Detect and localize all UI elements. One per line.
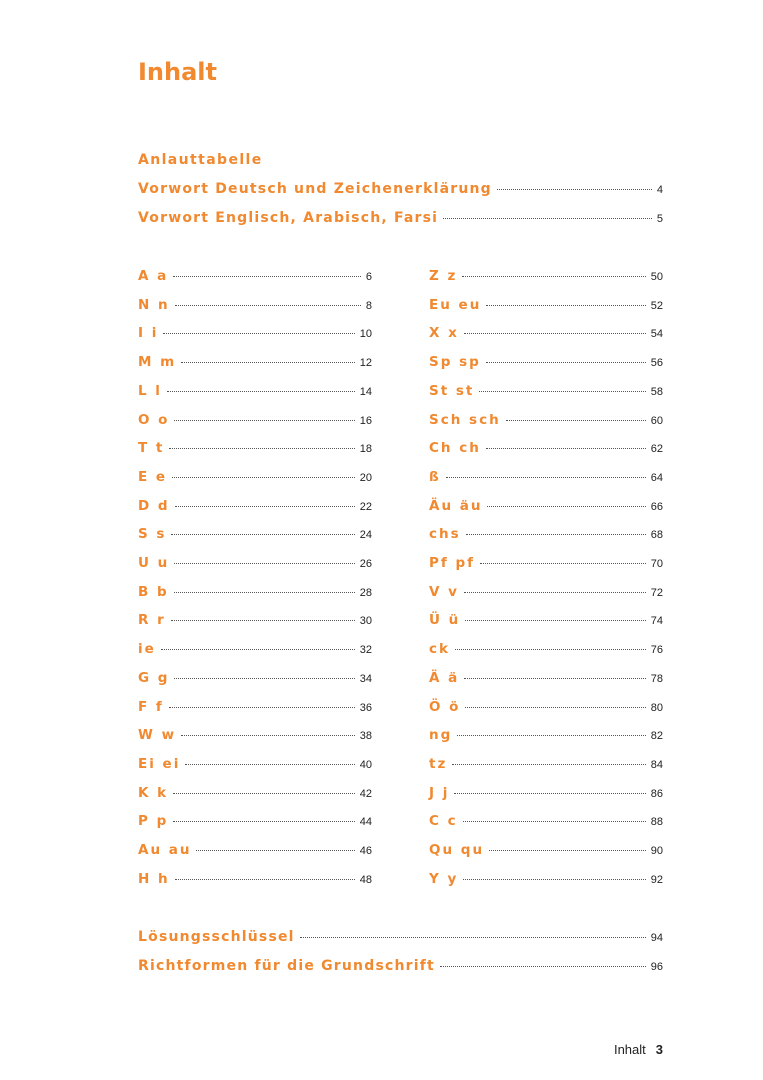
toc-letter-entry[interactable] xyxy=(138,526,372,542)
toc-letter-entry[interactable] xyxy=(429,641,663,657)
toc-entry-page: 78 xyxy=(650,672,663,685)
dot-leader xyxy=(163,333,354,334)
toc-entry-page: 96 xyxy=(650,961,663,973)
toc-entry-label: M m xyxy=(138,354,177,371)
toc-entry-label: Eu eu xyxy=(429,296,482,313)
dot-leader xyxy=(440,966,646,967)
toc-entry-label: Ei ei xyxy=(138,755,181,772)
toc-entry-label: Ö ö xyxy=(429,698,461,715)
toc-entry-label: E e xyxy=(138,468,168,485)
toc-entry-label: Au au xyxy=(138,842,192,858)
toc-entry-label: Qu qu xyxy=(429,842,485,858)
toc-letter-entry[interactable] xyxy=(138,727,372,743)
toc-entry-page: 70 xyxy=(650,558,663,570)
dot-leader xyxy=(167,391,355,392)
dot-leader xyxy=(300,937,646,938)
toc-letter-entry[interactable] xyxy=(138,325,372,341)
toc-entry-page: 26 xyxy=(359,558,372,570)
toc-entry-page: 34 xyxy=(359,672,372,685)
dot-leader xyxy=(161,649,355,650)
page-title: Inhalt xyxy=(138,58,217,86)
toc-entry-label: S s xyxy=(138,526,167,543)
toc-entry-label: chs xyxy=(429,526,461,543)
toc-entry-label: G g xyxy=(138,669,170,686)
dot-leader xyxy=(174,678,354,679)
toc-letter-entry[interactable] xyxy=(138,871,372,887)
dot-leader xyxy=(479,391,645,392)
page-number: 3 xyxy=(655,1042,663,1057)
toc-entry-label: R r xyxy=(138,612,166,629)
toc-letter-entry[interactable] xyxy=(429,325,663,341)
toc-entry-label: O o xyxy=(138,411,170,428)
toc-letter-entry[interactable] xyxy=(138,670,372,686)
toc-letter-entry[interactable] xyxy=(138,354,372,370)
toc-entry-label: W w xyxy=(138,727,177,744)
toc-entry-page: 6 xyxy=(365,271,372,283)
toc-entry-page: 22 xyxy=(359,500,372,513)
toc-letter-entry[interactable] xyxy=(138,584,372,600)
dot-leader xyxy=(175,879,355,880)
dot-leader xyxy=(463,821,646,822)
toc-entry-page: 46 xyxy=(359,845,372,857)
dot-leader xyxy=(486,305,645,306)
dot-leader xyxy=(174,592,355,593)
toc-entry-page: 60 xyxy=(650,414,663,427)
toc-letter-entry[interactable] xyxy=(429,842,663,858)
dot-leader xyxy=(171,620,355,621)
dot-leader xyxy=(464,592,646,593)
toc-letter-entry[interactable] xyxy=(138,498,372,514)
toc-entry-label: X x xyxy=(429,325,459,342)
dot-leader xyxy=(169,707,355,708)
toc-letter-entry[interactable] xyxy=(138,785,372,801)
toc-entry-richtformen[interactable] xyxy=(138,958,663,974)
toc-entry-label: A a xyxy=(138,268,169,284)
toc-entry-page: 16 xyxy=(359,414,372,427)
toc-entry-page: 42 xyxy=(359,787,372,800)
toc-letter-entry[interactable] xyxy=(429,785,663,801)
toc-entry-page: 5 xyxy=(656,213,663,225)
toc-entry-label: Z z xyxy=(429,268,458,284)
toc-letter-entry[interactable] xyxy=(138,469,372,485)
toc-entry-label: ie xyxy=(138,641,156,658)
toc-letter-entry[interactable] xyxy=(429,383,663,399)
toc-entry-label: T t xyxy=(138,440,165,457)
toc-entry-page: 66 xyxy=(650,500,663,513)
dot-leader xyxy=(489,850,646,851)
toc-entry-page: 24 xyxy=(359,529,372,542)
toc-entry-label: ng xyxy=(429,727,453,744)
toc-letter-entry[interactable] xyxy=(429,871,663,887)
toc-entry-label: St st xyxy=(429,382,475,399)
toc-entry-label: Vorwort Deutsch und Zeichenerklärung xyxy=(138,181,492,197)
toc-entry-label: Lösungsschlüssel xyxy=(138,929,295,945)
toc-letter-entry[interactable] xyxy=(429,555,663,571)
toc-entry-page: 8 xyxy=(365,299,372,312)
toc-entry-vorwort-deutsch[interactable] xyxy=(138,181,663,197)
toc-entry-page: 10 xyxy=(359,328,372,341)
toc-entry-page: 86 xyxy=(650,787,663,800)
dot-leader xyxy=(196,850,354,851)
toc-entry-label: Pf pf xyxy=(429,555,476,571)
toc-entry-page: 84 xyxy=(650,758,663,771)
toc-entry-label: I i xyxy=(138,325,159,342)
toc-entry-page: 20 xyxy=(359,471,372,484)
toc-entry-label: Ä ä xyxy=(429,669,460,686)
toc-entry-label: Ch ch xyxy=(429,440,481,457)
toc-letter-entry[interactable] xyxy=(138,842,372,858)
toc-letter-entry[interactable] xyxy=(138,297,372,313)
toc-letter-entry[interactable] xyxy=(138,268,372,284)
toc-letter-entry[interactable] xyxy=(138,383,372,399)
toc-letter-entry[interactable] xyxy=(429,699,663,715)
dot-leader xyxy=(480,563,646,564)
toc-entry-page: 56 xyxy=(650,357,663,370)
toc-entry-page: 18 xyxy=(359,443,372,456)
toc-entry-label: Sp sp xyxy=(429,354,481,371)
toc-letter-entry[interactable] xyxy=(429,526,663,542)
dot-leader xyxy=(446,477,646,478)
toc-entry-label: V v xyxy=(429,583,459,600)
toc-entry-page: 90 xyxy=(650,845,663,857)
dot-leader xyxy=(175,506,355,507)
dot-leader xyxy=(175,305,361,306)
dot-leader xyxy=(174,420,354,421)
dot-leader xyxy=(497,189,652,190)
toc-letter-entry[interactable] xyxy=(429,813,663,829)
toc-letter-entry[interactable] xyxy=(138,756,372,772)
dot-leader xyxy=(173,793,355,794)
toc-entry-page: 54 xyxy=(650,328,663,341)
toc-entry-page: 74 xyxy=(650,615,663,628)
footer-label: Inhalt xyxy=(613,1042,646,1057)
toc-letter-entry[interactable] xyxy=(429,584,663,600)
toc-entry-page: 50 xyxy=(650,271,663,283)
toc-letter-entry[interactable] xyxy=(429,440,663,456)
toc-entry-label: Vorwort Englisch, Arabisch, Farsi xyxy=(138,210,439,226)
toc-entry-page: 36 xyxy=(359,701,372,714)
toc-entry-page: 88 xyxy=(650,816,663,829)
toc-entry-label: C c xyxy=(429,813,458,830)
toc-entry-page: 32 xyxy=(359,644,372,657)
toc-letter-entry[interactable] xyxy=(429,612,663,628)
dot-leader xyxy=(171,534,354,535)
dot-leader xyxy=(463,879,645,880)
dot-leader xyxy=(455,649,646,650)
toc-entry-label: Sch sch xyxy=(429,411,501,428)
toc-entry-label: Y y xyxy=(429,870,459,887)
toc-letter-entry[interactable] xyxy=(429,498,663,514)
toc-letter-entry[interactable] xyxy=(138,699,372,715)
toc-letter-entry[interactable] xyxy=(429,469,663,485)
toc-letter-entry[interactable] xyxy=(138,412,372,428)
toc-entry-label: Ü ü xyxy=(429,612,461,629)
toc-entry-page: 38 xyxy=(359,730,372,743)
toc-entry-vorwort-englisch[interactable] xyxy=(138,210,663,226)
dot-leader xyxy=(172,477,355,478)
toc-entry-label: Richtformen für die Grundschrift xyxy=(138,958,435,974)
dot-leader xyxy=(173,276,361,277)
toc-entry-page: 14 xyxy=(359,385,372,398)
toc-entry-label: P p xyxy=(138,813,169,830)
dot-leader xyxy=(169,448,354,449)
dot-leader xyxy=(465,707,645,708)
toc-entry-page: 40 xyxy=(359,758,372,771)
toc-entry-page: 28 xyxy=(359,586,372,599)
dot-leader xyxy=(465,620,645,621)
toc-letter-entry[interactable] xyxy=(429,727,663,743)
toc-letter-entry[interactable] xyxy=(429,412,663,428)
toc-entry-page: 76 xyxy=(650,644,663,657)
dot-leader xyxy=(486,362,646,363)
toc-entry-page: 92 xyxy=(650,873,663,886)
toc-letter-entry[interactable] xyxy=(429,756,663,772)
toc-entry-label: L l xyxy=(138,382,162,399)
toc-entry-label: ck xyxy=(429,641,450,658)
toc-entry-page: 80 xyxy=(650,701,663,714)
toc-letter-entry[interactable] xyxy=(429,297,663,313)
toc-entry-page: 4 xyxy=(656,184,663,196)
toc-entry-page: 58 xyxy=(650,385,663,398)
toc-entry-label: Äu äu xyxy=(429,497,483,514)
toc-entry-label: D d xyxy=(138,497,170,514)
dot-leader xyxy=(462,276,645,277)
toc-entry-page: 94 xyxy=(650,932,663,944)
toc-entry-label: H h xyxy=(138,870,170,887)
dot-leader xyxy=(506,420,646,421)
toc-entry-loesungsschluessel[interactable] xyxy=(138,929,663,945)
toc-entry-label: F f xyxy=(138,698,164,715)
toc-letter-entry[interactable] xyxy=(429,354,663,370)
toc-letter-entry[interactable] xyxy=(138,440,372,456)
toc-entry-page: 64 xyxy=(650,471,663,484)
toc-entry-page: 48 xyxy=(359,873,372,886)
toc-entry-label: U u xyxy=(138,555,170,571)
toc-entry-label: B b xyxy=(138,583,169,600)
dot-leader xyxy=(487,506,645,507)
toc-heading-anlauttabelle[interactable]: Anlauttabelle xyxy=(138,152,263,168)
dot-leader xyxy=(457,735,645,736)
dot-leader xyxy=(185,764,354,765)
page-footer xyxy=(614,1042,663,1057)
toc-entry-label: tz xyxy=(429,755,448,772)
toc-letter-entry[interactable] xyxy=(138,813,372,829)
dot-leader xyxy=(454,793,645,794)
dot-leader xyxy=(464,678,645,679)
dot-leader xyxy=(443,218,652,219)
dot-leader xyxy=(181,362,355,363)
toc-entry-label: N n xyxy=(138,296,170,313)
toc-entry-page: 62 xyxy=(650,443,663,456)
dot-leader xyxy=(464,333,646,334)
toc-entry-page: 82 xyxy=(650,730,663,743)
dot-leader xyxy=(466,534,646,535)
dot-leader xyxy=(486,448,646,449)
toc-letter-entry[interactable] xyxy=(429,670,663,686)
toc-letter-entry[interactable] xyxy=(138,555,372,571)
dot-leader xyxy=(181,735,355,736)
toc-letter-entry[interactable] xyxy=(429,268,663,284)
toc-entry-page: 52 xyxy=(650,299,663,312)
toc-letter-entry[interactable] xyxy=(138,641,372,657)
dot-leader xyxy=(452,764,645,765)
toc-entry-page: 72 xyxy=(650,586,663,599)
toc-entry-page: 68 xyxy=(650,529,663,542)
dot-leader xyxy=(173,821,354,822)
dot-leader xyxy=(174,563,354,564)
toc-entry-label: J j xyxy=(429,784,450,801)
toc-letter-entry[interactable] xyxy=(138,612,372,628)
toc-entry-label: K k xyxy=(138,784,169,801)
toc-entry-page: 44 xyxy=(359,816,372,829)
toc-entry-page: 30 xyxy=(359,615,372,628)
toc-entry-page: 12 xyxy=(359,357,372,370)
toc-entry-label: ß xyxy=(429,468,441,485)
